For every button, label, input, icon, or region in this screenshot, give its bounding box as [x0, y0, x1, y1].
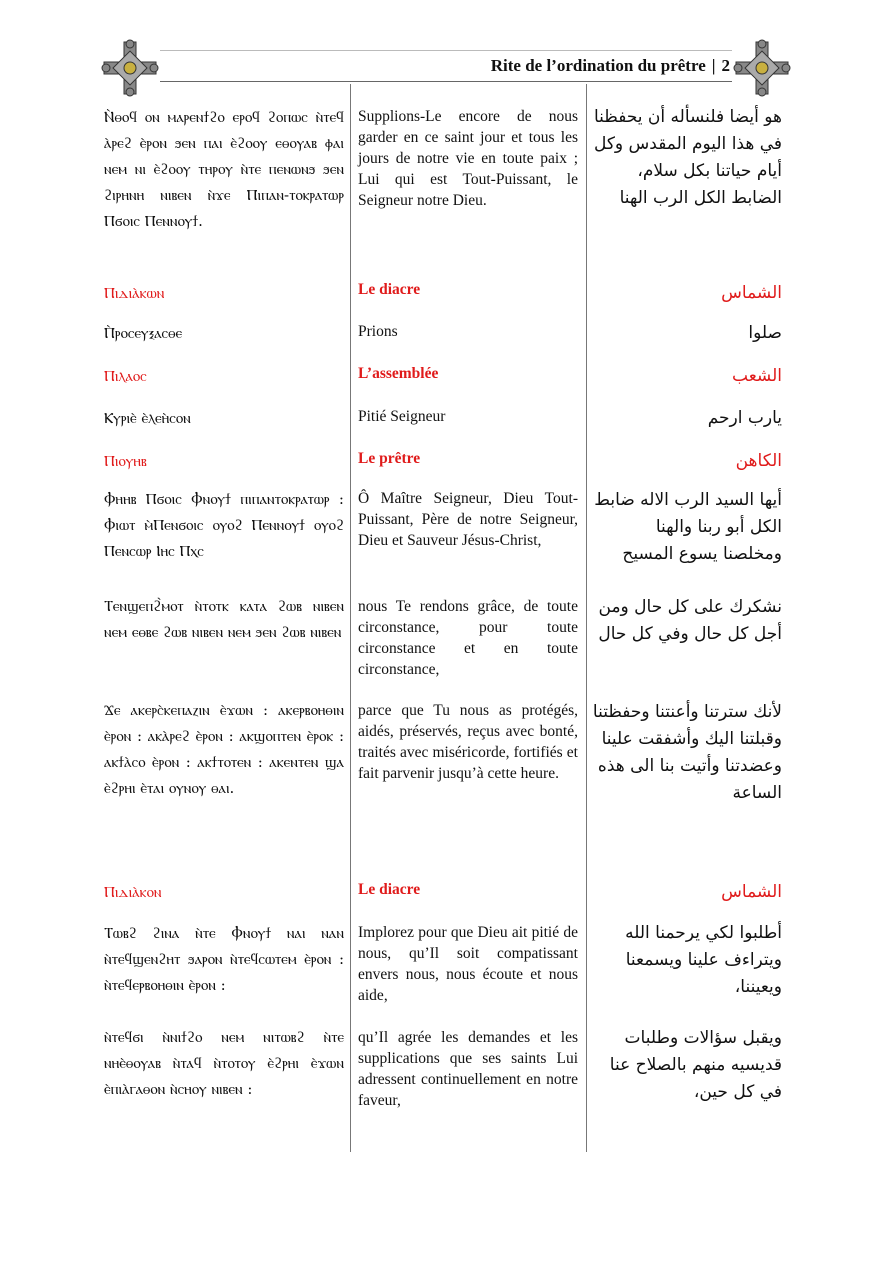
coptic-text: Ⲧⲉⲛϣⲉⲡϩ̀ⲙⲟⲧ ⲛ̀ⲧⲟⲧⲕ ⲕⲁⲧⲁ ϩⲱⲃ ⲛⲓⲃⲉⲛ ⲛⲉⲙ ⲉⲑⲃⲉ ϩⲱⲃ ⲛⲓⲃⲉⲛ ⲛⲉⲙ ϧⲉⲛ ϩⲱⲃ ⲛⲓⲃⲉⲛ [104, 597, 344, 641]
speaker-label-french: Le diacre [358, 881, 421, 898]
arabic-text: أيها السيد الرب الاله ضابط الكل أبو ربنا والهنا ومخلصنا يسوع المسيح [594, 490, 782, 564]
page-number: 2 [721, 56, 730, 75]
french-text: nous Te rendons grâce, de toute circonstance, pour toute circonstance et en toute circonstance, [358, 598, 578, 678]
arabic-text: لأنك سترتنا وأعنتنا وحفظتنا وقبلتنا اليك وأشفقت علينا وعضدتنا وأتيت بنا الى هذه الساعة [592, 702, 782, 803]
speaker-label-arabic: الشعب [732, 366, 782, 386]
coptic-text: Ϫⲉ ⲁⲕⲉⲣⲥ̀ⲕⲉⲡⲁⲍⲓⲛ ⲉ̀ϫⲱⲛ : ⲁⲕⲉⲣⲃⲟⲏⲑⲓⲛ ⲉ̀ⲣⲟⲛ : ⲁⲕⲁ̀ⲣⲉϩ ⲉ̀ⲣⲟⲛ : ⲁⲕϣⲟⲡⲧⲉⲛ ⲉ̀ⲣⲟⲕ : ⲁⲕϯⲁ̀ⲥⲟ ⲉ̀ⲣⲟⲛ : ⲁⲕϯⲧⲟⲧⲉⲛ : ⲁⲕⲉⲛⲧⲉⲛ ϣⲁ ⲉ̀ϩⲣⲏⲓ ⲉ̀ⲧⲁⲓ ⲟⲩⲛⲟⲩ ⲑⲁⲓ. [104, 701, 344, 797]
arabic-text: ويقبل سؤالات وطلبات قديسيه منهم بالصلاح عنا في كل حين، [609, 1028, 782, 1102]
header-separator: | [711, 56, 716, 75]
arabic-text: يارب ارحم [707, 408, 782, 428]
french-text: Pitié Seigneur [358, 408, 446, 425]
coptic-text: Ⲕⲩⲣⲓⲉ̀ ⲉ̀ⲗⲉⲏ̀ⲥⲟⲛ [104, 409, 191, 427]
coptic-text: Ⲧⲱⲃϩ ϩⲓⲛⲁ ⲛ̀ⲧⲉ Ⲫⲛⲟⲩϯ ⲛⲁⲓ ⲛⲁⲛ ⲛ̀ⲧⲉϥϣⲉⲛϩⲏⲧ ϧⲁⲣⲟⲛ ⲛ̀ⲧⲉϥⲥⲱⲧⲉⲙ ⲉ̀ⲣⲟⲛ : ⲛ̀ⲧⲉϥⲉⲣⲃⲟⲏⲑⲓⲛ ⲉ̀ⲣⲟⲛ : [104, 924, 344, 994]
coptic-text: Ⲛ̀ⲑⲟϥ ⲟⲛ ⲙⲁⲣⲉⲛϯϩⲟ ⲉⲣⲟϥ ϩⲟⲡⲱⲥ ⲛ̀ⲧⲉϥ ⲁ̀ⲣⲉϩ ⲉ̀ⲣⲟⲛ ϧⲉⲛ ⲡⲁⲓ ⲉ̀ϩⲟⲟⲩ ⲉⲑⲟⲩⲁⲃ ⲫⲁⲓ ⲛⲉⲙ ⲛⲓ ⲉ̀ϩⲟⲟⲩ ⲧⲏⲣⲟⲩ ⲛ̀ⲧⲉ ⲡⲉⲛⲱⲛϧ ϧⲉⲛ ϩⲓⲣⲏⲛⲏ ⲛⲓⲃⲉⲛ ⲛ̀ϫⲉ Ⲡⲓⲡⲁⲛ-ⲧⲟⲕⲣⲁⲧⲱⲣ Ⲡϭⲟⲓⲥ Ⲡⲉⲛⲛⲟⲩϯ. [104, 108, 344, 230]
page-header [160, 56, 730, 80]
arabic-text: صلوا [748, 323, 782, 343]
speaker-label-coptic: Ⲡⲓⲇⲓⲁ̀ⲕⲟⲛ [104, 883, 162, 901]
french-text: qu’Il agrée les demandes et les supplications que ses saints Lui adressent continuellement en notre faveur, [358, 1029, 578, 1109]
column-divider [350, 84, 351, 1152]
column-divider [586, 84, 587, 1152]
french-text: Supplions-Le encore de nous garder en ce saint jour et tous les jours de notre vie en toute paix ; Lui qui est Tout-Puissant, le Seigneur notre Dieu. [358, 108, 578, 209]
speaker-label-arabic: الشماس [721, 283, 782, 303]
header-rule-bottom [160, 81, 732, 82]
french-text: Ô Maître Seigneur, Dieu Tout-Puissant, Père de notre Seigneur, Dieu et Sauveur Jésus-Christ, [358, 490, 578, 549]
speaker-label-arabic: الشماس [721, 882, 782, 902]
french-text: Prions [358, 323, 398, 340]
header-rule-top [160, 50, 732, 51]
coptic-text: ⲛ̀ⲧⲉϥϭⲓ ⲛ̀ⲛⲓϯϩⲟ ⲛⲉⲙ ⲛⲓⲧⲱⲃϩ ⲛ̀ⲧⲉ ⲛⲏⲉ̀ⲑⲟⲩⲁⲃ ⲛ̀ⲧⲁϥ ⲛ̀ⲧⲟⲧⲟⲩ ⲉ̀ϩⲣⲏⲓ ⲉ̀ϫⲱⲛ ⲉ̀ⲡⲓⲁ̀ⲅⲁⲑⲟⲛ ⲛ̀ⲥⲏⲟⲩ ⲛⲓⲃⲉⲛ : [104, 1028, 344, 1098]
coptic-cross-icon [732, 38, 792, 98]
coptic-text: Ⲫⲏⲏⲃ Ⲡϭⲟⲓⲥ Ⲫⲛⲟⲩϯ ⲡⲓⲡⲁⲛⲧⲟⲕⲣⲁⲧⲱⲣ : Ⲫⲓⲱⲧ ⲙ̀Ⲡⲉⲛϭⲟⲓⲥ ⲟⲩⲟϩ Ⲡⲉⲛⲛⲟⲩϯ ⲟⲩⲟϩ Ⲡⲉⲛⲥⲱⲣ Ⲓⲏⲥ Ⲡⲭⲥ [104, 490, 344, 560]
french-text: parce que Tu nous as protégés, aidés, préservés, reçus avec bonté, traités avec miséricorde, fortifiés et fait parvenir jusqu’à cette heure. [358, 702, 578, 782]
speaker-label-arabic: الكاهن [735, 451, 782, 471]
speaker-label-coptic: Ⲡⲓⲟⲩⲏⲃ [104, 452, 147, 470]
page-title: Rite de l’ordination du prêtre [490, 56, 706, 75]
speaker-label-french: Le prêtre [358, 450, 421, 467]
arabic-text: أطلبوا لكي يرحمنا الله ويتراءف علينا ويسمعنا ويعيننا، [625, 923, 782, 997]
speaker-label-french: L’assemblée [358, 365, 439, 382]
speaker-label-coptic: Ⲡⲓⲗⲁⲟⲥ [104, 367, 147, 385]
coptic-text: Ⲡ̀ⲣⲟⲥⲉⲩⲝⲁⲥⲑⲉ [104, 324, 183, 342]
speaker-label-coptic: Ⲡⲓⲇⲓⲁ̀ⲕⲱⲛ [104, 284, 165, 302]
arabic-text: نشكرك على كل حال ومن أجل كل حال وفي كل حال [598, 597, 782, 644]
french-text: Implorez pour que Dieu ait pitié de nous, qu’Il soit compatissant envers nous, nous écoute et nous aide, [358, 924, 578, 1004]
coptic-cross-icon [100, 38, 160, 98]
arabic-text: هو أيضا فلنسأله أن يحفظنا في هذا اليوم المقدس وكل أيام حياتنا بكل سلام، الضابط الكل الرب الهنا [593, 107, 782, 208]
speaker-label-french: Le diacre [358, 281, 421, 298]
